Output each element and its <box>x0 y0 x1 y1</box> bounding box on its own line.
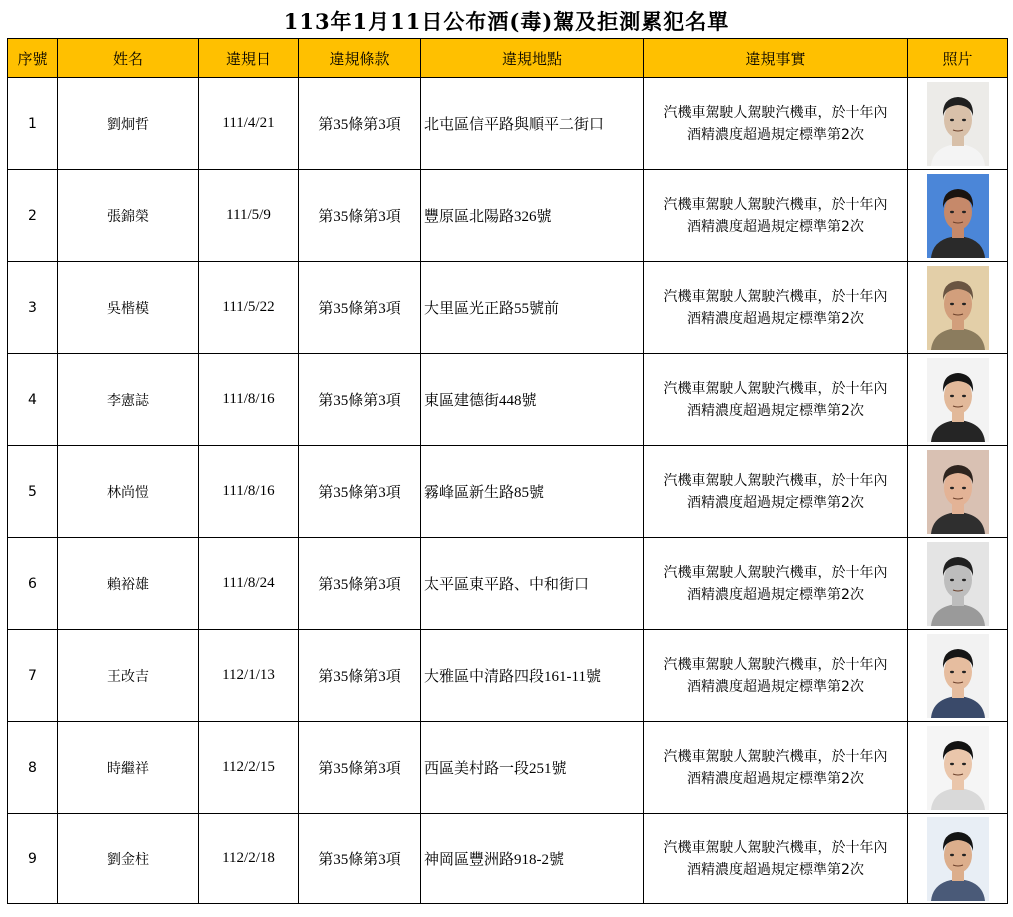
violation-fact-line1: 汽機車駕駛人駕駛汽機車，於十年內 <box>663 656 888 673</box>
violation-clause: 第35條第3項 <box>299 538 421 630</box>
violation-clause: 第35條第3項 <box>299 78 421 170</box>
violation-date: 111/5/22 <box>199 262 299 354</box>
violation-clause: 第35條第3項 <box>299 630 421 722</box>
header-name: 姓名 <box>58 39 199 78</box>
header-date: 違規日 <box>199 39 299 78</box>
violation-fact <box>644 814 908 904</box>
portrait-photo <box>927 266 989 350</box>
row-number: 6 <box>8 538 58 630</box>
violation-fact <box>644 78 908 170</box>
violation-fact <box>644 170 908 262</box>
violation-location: 神岡區豐洲路918-2號 <box>421 814 644 904</box>
row-number: 3 <box>8 262 58 354</box>
violation-fact-line2: 酒精濃度超過規定標準第2次 <box>687 310 864 327</box>
violation-location: 霧峰區新生路85號 <box>421 446 644 538</box>
violation-fact-line2: 酒精濃度超過規定標準第2次 <box>687 770 864 787</box>
header-row <box>8 39 1008 78</box>
row-number: 4 <box>8 354 58 446</box>
violation-fact <box>644 630 908 722</box>
header-clause: 違規條款 <box>299 39 421 78</box>
photo-cell <box>908 630 1008 722</box>
violation-date: 111/8/16 <box>199 354 299 446</box>
violation-location: 大里區光正路55號前 <box>421 262 644 354</box>
person-name: 劉金柱 <box>58 814 199 904</box>
violation-fact-line1: 汽機車駕駛人駕駛汽機車，於十年內 <box>663 288 888 305</box>
photo-cell <box>908 722 1008 814</box>
violation-location: 北屯區信平路與順平二街口 <box>421 78 644 170</box>
violation-location: 西區美村路一段251號 <box>421 722 644 814</box>
violation-clause: 第35條第3項 <box>299 814 421 904</box>
photo-cell <box>908 446 1008 538</box>
header-no: 序號 <box>8 39 58 78</box>
photo-cell <box>908 262 1008 354</box>
violation-fact <box>644 446 908 538</box>
person-name: 劉炯哲 <box>58 78 199 170</box>
violation-fact <box>644 354 908 446</box>
header-fact: 違規事實 <box>644 39 908 78</box>
table-row <box>8 446 1008 538</box>
table-row <box>8 354 1008 446</box>
table-row <box>8 78 1008 170</box>
portrait-photo <box>927 450 989 534</box>
violation-location: 東區建德街448號 <box>421 354 644 446</box>
table-row <box>8 170 1008 262</box>
row-number: 9 <box>8 814 58 904</box>
portrait-photo <box>927 358 989 442</box>
row-number: 7 <box>8 630 58 722</box>
photo-cell <box>908 78 1008 170</box>
violation-date: 112/2/18 <box>199 814 299 904</box>
row-number: 8 <box>8 722 58 814</box>
violation-date: 111/4/21 <box>199 78 299 170</box>
violation-fact-line2: 酒精濃度超過規定標準第2次 <box>687 218 864 235</box>
photo-cell <box>908 538 1008 630</box>
violation-date: 112/2/15 <box>199 722 299 814</box>
violation-location: 大雅區中清路四段161-11號 <box>421 630 644 722</box>
portrait-photo <box>927 174 989 258</box>
violation-fact <box>644 538 908 630</box>
violation-fact-line2: 酒精濃度超過規定標準第2次 <box>687 861 864 878</box>
violation-fact-line1: 汽機車駕駛人駕駛汽機車，於十年內 <box>663 196 888 213</box>
portrait-photo <box>927 817 989 901</box>
row-number: 1 <box>8 78 58 170</box>
violation-clause: 第35條第3項 <box>299 354 421 446</box>
violation-clause: 第35條第3項 <box>299 262 421 354</box>
header-photo: 照片 <box>908 39 1008 78</box>
violation-location: 太平區東平路、中和街口 <box>421 538 644 630</box>
portrait-photo <box>927 634 989 718</box>
page-title: 113年1月11日公布酒(毒)駕及拒測累犯名單 <box>283 9 730 34</box>
violation-date: 112/1/13 <box>199 630 299 722</box>
violation-fact-line1: 汽機車駕駛人駕駛汽機車，於十年內 <box>663 472 888 489</box>
portrait-photo <box>927 726 989 810</box>
table-row <box>8 538 1008 630</box>
person-name: 吳楷模 <box>58 262 199 354</box>
violation-date: 111/5/9 <box>199 170 299 262</box>
person-name: 時繼祥 <box>58 722 199 814</box>
portrait-photo <box>927 542 989 626</box>
table-row <box>8 630 1008 722</box>
photo-cell <box>908 354 1008 446</box>
person-name: 王改吉 <box>58 630 199 722</box>
violation-fact-line1: 汽機車駕駛人駕駛汽機車，於十年內 <box>663 380 888 397</box>
table-row <box>8 722 1008 814</box>
table-row <box>8 814 1008 904</box>
violation-clause: 第35條第3項 <box>299 722 421 814</box>
person-name: 李憲誌 <box>58 354 199 446</box>
violation-clause: 第35條第3項 <box>299 170 421 262</box>
violation-fact <box>644 262 908 354</box>
photo-cell <box>908 814 1008 904</box>
violation-fact <box>644 722 908 814</box>
portrait-photo <box>927 82 989 166</box>
row-number: 2 <box>8 170 58 262</box>
violation-date: 111/8/24 <box>199 538 299 630</box>
violation-location: 豐原區北陽路326號 <box>421 170 644 262</box>
photo-cell <box>908 170 1008 262</box>
violation-fact-line2: 酒精濃度超過規定標準第2次 <box>687 586 864 603</box>
person-name: 林尚愷 <box>58 446 199 538</box>
violation-fact-line1: 汽機車駕駛人駕駛汽機車，於十年內 <box>663 104 888 121</box>
violation-fact-line2: 酒精濃度超過規定標準第2次 <box>687 678 864 695</box>
row-number: 5 <box>8 446 58 538</box>
header-location: 違規地點 <box>421 39 644 78</box>
violation-fact-line2: 酒精濃度超過規定標準第2次 <box>687 402 864 419</box>
violation-fact-line1: 汽機車駕駛人駕駛汽機車，於十年內 <box>663 564 888 581</box>
violation-clause: 第35條第3項 <box>299 446 421 538</box>
person-name: 賴裕雄 <box>58 538 199 630</box>
violation-fact-line1: 汽機車駕駛人駕駛汽機車，於十年內 <box>663 748 888 765</box>
offender-table <box>7 38 1008 904</box>
violation-fact-line2: 酒精濃度超過規定標準第2次 <box>687 126 864 143</box>
violation-date: 111/8/16 <box>199 446 299 538</box>
violation-fact-line1: 汽機車駕駛人駕駛汽機車，於十年內 <box>663 839 888 856</box>
table-row <box>8 262 1008 354</box>
person-name: 張錦榮 <box>58 170 199 262</box>
violation-fact-line2: 酒精濃度超過規定標準第2次 <box>687 494 864 511</box>
